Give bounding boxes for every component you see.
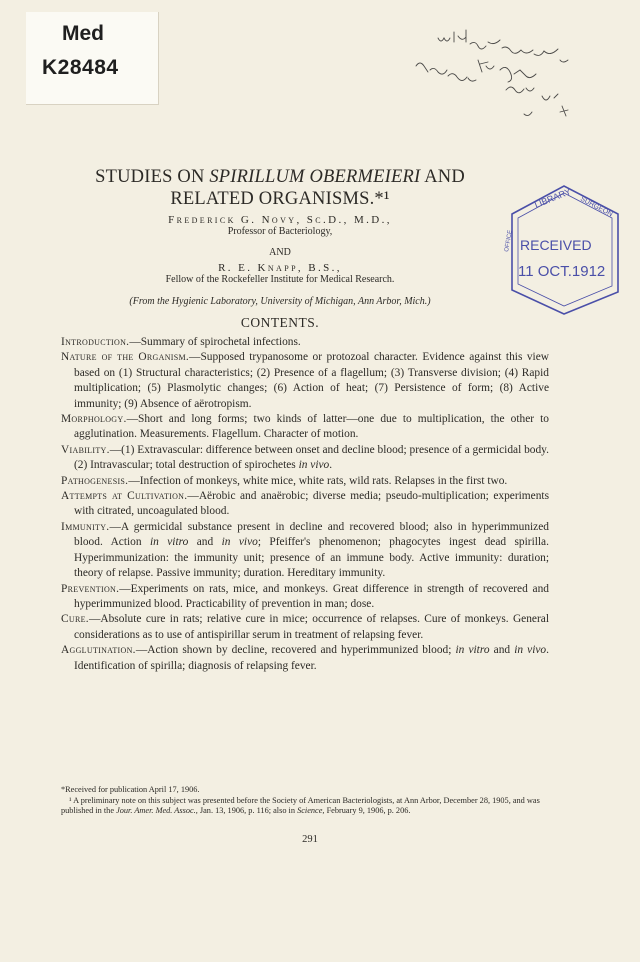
author-2 [120, 262, 440, 285]
laboratory-credit: (From the Hygienic Laboratory, University of Michigan, Ann Arbor, Mich.) [129, 296, 431, 307]
contents-heading: CONTENTS. [240, 315, 320, 330]
label-line-2: K28484 [42, 56, 119, 79]
toc-entry-viability: Viability.—(1) Extravascular: difference between onset and decline blood; presence of a germicidal body. (2) Intravascular; total destruction of spirochetes in vivo. [61, 443, 549, 472]
contents-list [61, 335, 549, 674]
authors-and: AND [269, 247, 291, 258]
author-affiliation: Fellow of the Rockefeller Institute for Medical Research. [165, 274, 395, 285]
footnote-preliminary-note: ¹ A preliminary note on this subject was presented before the Society of American Bacteriologists, at Ann Arbor, December 28, 1905, and was published in the Jour. Amer. Med. Assoc., Jan. 13, 1906, p. 116; also in Science, February 9, 1906, p. 206. [61, 795, 540, 816]
author-name: R. E. Knapp, B.S., [218, 262, 342, 274]
toc-entry-pathogenesis: Pathogenesis.—Infection of monkeys, white mice, white rats, wild rats. Relapses in the first two. [61, 474, 508, 487]
footnote-received: *Received for publication April 17, 1906. [61, 785, 200, 794]
toc-entry-cultivation: Attempts at Cultivation.—Aërobic and anaërobic; diverse media; pseudo-multiplication; experiments with citrated, uncoagulated blood. [61, 490, 550, 518]
svg-text:LIBRARY: LIBRARY [533, 186, 573, 210]
svg-text:OFFICE: OFFICE [504, 229, 514, 253]
author-name: Frederick G. Novy, Sc.D., M.D., [168, 214, 392, 226]
toc-entry-prevention: Prevention.—Experiments on rats, mice, and monkeys. Great difference in strength of recovered and hyperimmunized blood. Practicability of prevention in man; dose. [61, 582, 549, 610]
svg-text:RECEIVED: RECEIVED [520, 237, 592, 253]
toc-entry-nature: Nature of the Organism.—Supposed trypanosome or protozoal character. Evidence against this view based on (1) Structural characteristics; (2) Presence of a flagellum; (3) Transverse division; (4) Rapid multiplication; (5) Plasmolytic changes; (6) Action of heat; (7) Persistence of form; (8) Active immunity; (9) Absence of aërotropism. [61, 351, 549, 410]
toc-entry-immunity: Immunity.—A germicidal substance present in decline and recovered blood; also in hyperimmunized blood. Action in vitro and in vivo; Pfeiffer's phenomenon; phagocytes ingest dead spirilla. Hyperimmunization: the immunity unit; presence of an immune body. Active immunity: duration; theory of relapse. Passive immunity; duration. Hereditary immunity. [61, 520, 549, 580]
handwritten-inscription [410, 18, 590, 128]
svg-text:SURGEON: SURGEON [579, 195, 614, 219]
article-title: STUDIES ON SPIRILLUM OBERMEIERI AND RELATED ORGANISMS.*¹ [95, 167, 465, 209]
footnotes [61, 785, 549, 817]
library-received-stamp [502, 178, 626, 318]
toc-entry-cure: Cure.—Absolute cure in rats; relative cure in mice; occurrence of relapses. Cure of monkeys. General considerations as to use of antispirillar serum in treatment of relapsing fever. [61, 613, 549, 641]
page-number: 291 [302, 834, 318, 845]
label-line-1: Med [62, 22, 104, 45]
svg-text:11 OCT.1912: 11 OCT.1912 [518, 263, 606, 280]
author-affiliation: Professor of Bacteriology, [227, 226, 333, 237]
title-italic: SPIRILLUM OBERMEIERI [209, 167, 421, 187]
library-call-number-label [26, 12, 159, 105]
toc-entry-introduction: Introduction.—Summary of spirochetal infections. [61, 336, 301, 348]
toc-entry-agglutination: Agglutination.—Action shown by decline, recovered and hyperimmunized blood; in vitro and in vivo. Identification of spirilla; diagnosis of relapsing fever. [61, 644, 549, 672]
toc-entry-morphology: Morphology.—Short and long forms; two kinds of latter—one due to multiplication, the other to agglutination. Measurements. Flagellum. Character of motion. [61, 413, 549, 441]
author-1 [120, 214, 440, 237]
